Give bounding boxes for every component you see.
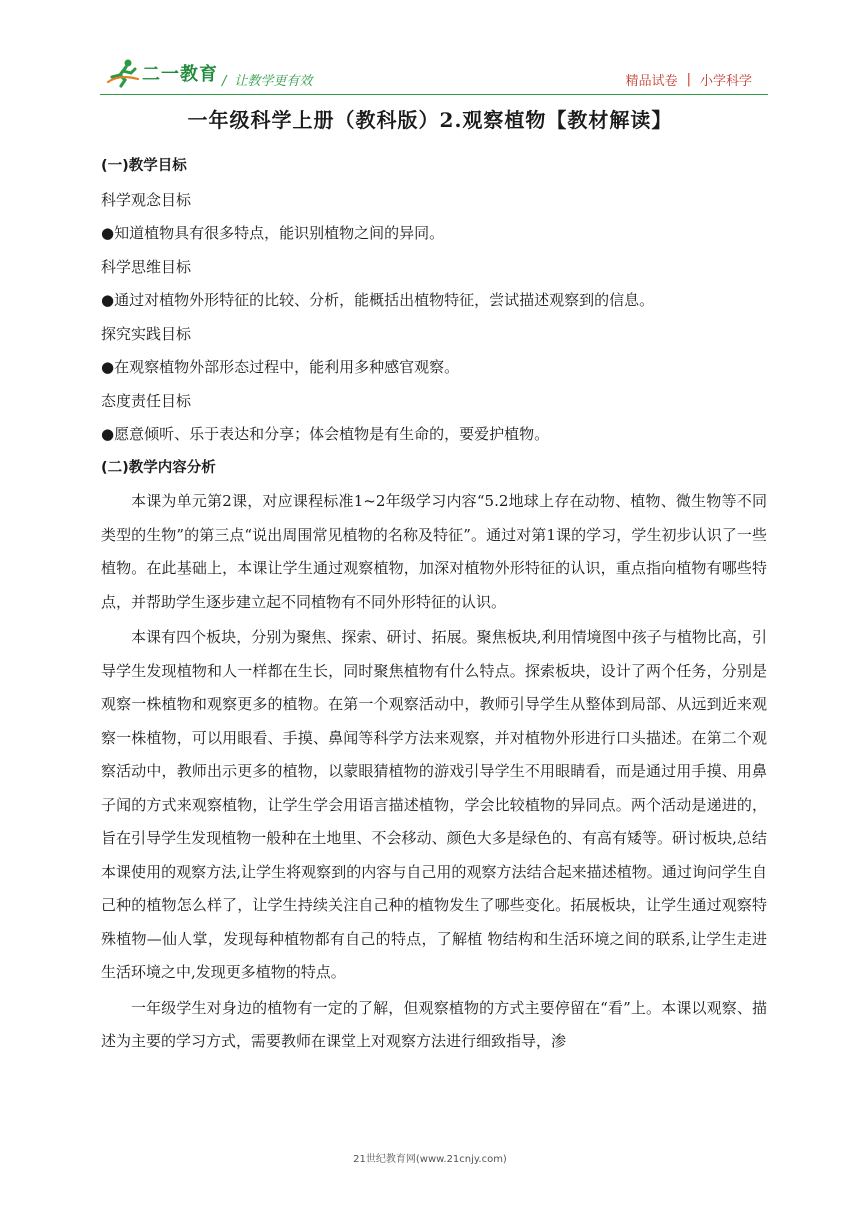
logo (106, 58, 218, 88)
goal-text-concept: ●知道植物具有很多特点，能识别植物之间的异同。 (101, 224, 445, 242)
slogan-text: 让教学更有效 (234, 74, 313, 89)
header-tags (626, 70, 752, 89)
subject-tag: 小学科学 (699, 74, 752, 89)
goal-title-attitude: 态度责任目标 (101, 391, 192, 410)
header-separator: | (686, 72, 691, 87)
header-divider (100, 94, 768, 95)
slogan (222, 70, 312, 89)
analysis-paragraph-3: 一年级学生对身边的植物有一定的了解，但观察植物的方式主要停留在“看”上。本课以观察、描述为主要的学习方式，需要教师在课堂上对观察方法进行细致指导，渗 (101, 998, 767, 1050)
runner-logo-icon (106, 58, 140, 88)
section-heading-analysis: (二)教学内容分析 (101, 459, 216, 476)
section-heading-goals: (一)教学目标 (101, 158, 187, 174)
page-title: 一年级科学上册（教科版）2.观察植物【教材解读】 (187, 108, 673, 132)
slogan-slash: / (222, 74, 227, 89)
logo-text: 二一教育 (142, 64, 218, 85)
page-footer: 21世纪教育网(www.21cnjy.com) (353, 1154, 507, 1165)
document-body (101, 150, 767, 1059)
goal-title-thinking: 科学思维目标 (101, 257, 192, 276)
goal-text-thinking: ●通过对植物外形特征的比较、分析，能概括出植物特征，尝试描述观察到的信息。 (101, 291, 655, 309)
quality-tag: 精品试卷 (625, 74, 678, 89)
page-header (0, 0, 860, 100)
analysis-paragraph-2: 本课有四个板块，分别为聚焦、探索、研讨、拓展。聚焦板块,利用情境图中孩子与植物比高，引导学生发现植物和人一样都在生长，同时聚焦植物有什么特点。探索板块，设计了两个任务，分别是观察一株植物和观察更多的植物。在第一个观察活动中，教师引导学生从整体到局部、从远到近来观察一株植物，可以用眼看、手摸、鼻闻等科学方法来观察，并对植物外形进行口头描述。在第二个观察活动中，教师出示更多的植物，以蒙眼猜植物的游戏引导学生不用眼睛看，而是通过用手摸、用鼻子闻的方式来观察植物，让学生学会用语言描述植物，学会比较植物的异同点。两个活动是递进的，旨在引导学生发现植物一般种在土地里、不会移动、颜色大多是绿色的、有高有矮等。研讨板块,总结本课使用的观察方法,让学生将观察到的内容与自己用的观察方法结合起来描述植物。通过询问学生自己种的植物怎么样了，让学生持续关注自己种的植物发生了哪些变化。拓展板块，让学生通过观察特殊植物—仙人掌，发现每种植物都有自己的特点，了解植 物结构和生活环境之间的联系,让学生走进生活环境之中,发现更多植物的特点。 (101, 628, 767, 981)
goal-title-practice: 探究实践目标 (101, 324, 192, 343)
goal-title-concept: 科学观念目标 (101, 190, 192, 209)
goal-text-attitude: ●愿意倾听、乐于表达和分享；体会植物是有生命的，要爱护植物。 (101, 425, 550, 443)
goal-text-practice: ●在观察植物外部形态过程中，能利用多种感官观察。 (101, 358, 460, 376)
analysis-paragraph-1: 本课为单元第2课，对应课程标准1~2年级学习内容“5.2地球上存在动物、植物、微生物等不同类型的生物”的第三点“说出周围常见植物的名称及特征”。通过对第1课的学习，学生初步认识了一些植物。在此基础上，本课让学生通过观察植物，加深对植物外形特征的认识，重点指向植物有哪些特点，并帮助学生逐步建立起不同植物有不同外形特征的认识。 (101, 492, 767, 611)
